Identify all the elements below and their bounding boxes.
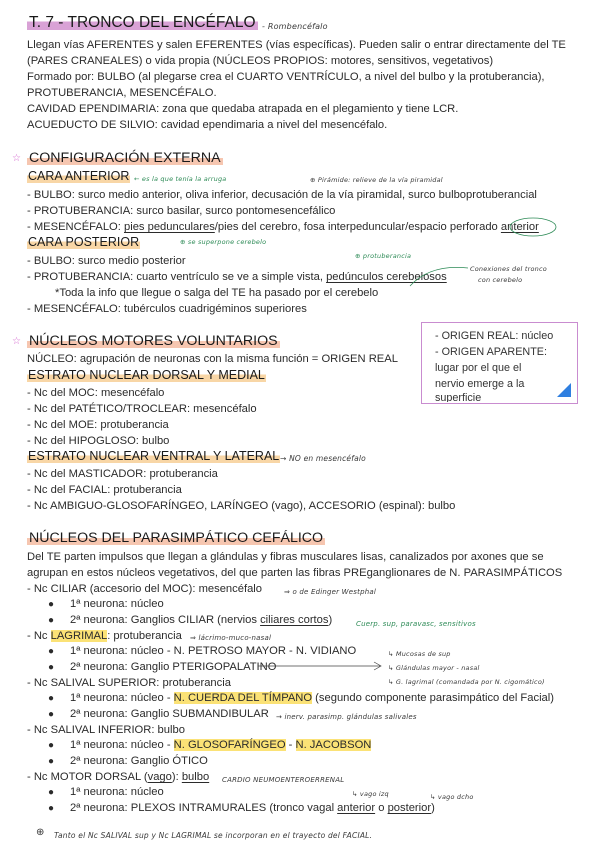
- ciliar-hand: ⇒ o de Edinger Westphal: [284, 588, 377, 596]
- motor-dorsal-n1: 1ª neurona: núcleo: [70, 786, 164, 798]
- star-icon: ☆: [12, 153, 21, 164]
- ciliar-n1: 1ª neurona: núcleo: [70, 598, 164, 610]
- posterior-nota: *Toda la info que llegue o salga del TE ha pasado por el cerebelo: [55, 287, 379, 299]
- salival-inf-n2: 2ª neurona: Ganglio ÓTICO: [70, 755, 208, 767]
- bullet-icon: ●: [48, 599, 55, 610]
- bullet-icon: ●: [48, 646, 55, 657]
- arrow-icon: [256, 660, 386, 672]
- footer-hand-note: Tanto el Nc SALIVAL sup y Nc LAGRIMAL se incorporan en el trayecto del FACIAL.: [54, 831, 373, 840]
- ciliar-n2: 2ª neurona: Ganglios CILIAR (nervios ciliares cortos): [70, 614, 333, 626]
- cara-anterior-heading: CARA ANTERIOR: [28, 169, 130, 183]
- intro-line: Llegan vías AFERENTES y salen EFERENTES (vías específicas). Pueden salir o entrar directamente del TE: [27, 39, 566, 51]
- dorsal-item: - Nc del PATÉTICO/TROCLEAR: mesencéfalo: [27, 403, 257, 415]
- lagrimal-hand-2: ↳ Mucosas de sup: [388, 650, 451, 658]
- bullet-icon: ●: [48, 803, 55, 814]
- cara-posterior-heading: CARA POSTERIOR: [28, 235, 140, 249]
- intro-line: PROTUBERANCIA, MESENCÉFALO.: [27, 87, 217, 99]
- title-hand-note: - Rombencéfalo: [262, 22, 328, 31]
- motor-dorsal-hand: CARDIO NEUMOENTEROERRENAL: [222, 776, 345, 784]
- dorsal-heading: ESTRATO NUCLEAR DORSAL Y MEDIAL: [28, 368, 265, 382]
- bullet-icon: ●: [48, 740, 55, 751]
- intro-line: Formado por: BULBO (al plegarse crea el CUARTO VENTRÍCULO, a nivel del bulbo y la protuberancia),: [27, 71, 545, 83]
- ventral-item: - Nc del MASTICADOR: protuberancia: [27, 468, 218, 480]
- circle-mark-icon: [508, 216, 558, 238]
- page-title: T. 7 - TRONCO DEL ENCÉFALO: [29, 14, 256, 31]
- lagrimal-label: - Nc LAGRIMAL: protuberancia: [27, 630, 182, 642]
- circled-plus-icon: ⊕: [36, 827, 45, 838]
- lagrimal-n1: 1ª neurona: núcleo - N. PETROSO MAYOR - N. VIDIANO: [70, 645, 357, 657]
- anterior-mesencefalo: - MESENCÉFALO: pies pedunculares/pies del cerebro, fosa interpeduncular/espacio perforado anterior: [27, 221, 539, 233]
- anterior-hand-note: ← es la que tenía la arruga: [134, 175, 227, 183]
- note-corner-icon: [557, 383, 571, 397]
- config-heading: CONFIGURACIÓN EXTERNA: [29, 150, 221, 166]
- anterior-bulbo: - BULBO: surco medio anterior, oliva inferior, decusación de la vía piramidal, surco bulboprotuberancial: [27, 189, 537, 201]
- ventral-item: - Nc AMBIGUO-GLOSOFARÍNGEO, LARÍNGEO (vago), ACCESORIO (espinal): bulbo: [27, 500, 456, 512]
- salival-inf-n1: 1ª neurona: núcleo - N. GLOSOFARÍNGEO - N. JACOBSON: [70, 739, 372, 751]
- ciliar-label: - Nc CILIAR (accesorio del MOC): mesencéfalo: [27, 583, 263, 595]
- parasimpatico-heading: NÚCLEOS DEL PARASIMPÁTICO CEFÁLICO: [29, 530, 324, 546]
- parasimpatico-intro: agrupan en estos núcleos vegetativos, del que parten las fibras PREganglionares de N. PARASIMPÁTICOS: [27, 567, 563, 579]
- posterior-hand-note: ⊕ se superpone cerebelo: [180, 238, 267, 246]
- posterior-mesencefalo: - MESENCÉFALO: tubérculos cuadrigéminos superiores: [27, 303, 307, 315]
- bullet-icon: ●: [48, 709, 55, 720]
- bullet-icon: ●: [48, 756, 55, 767]
- lagrimal-n2: 2ª neurona: Ganglio PTERIGOPALATINO: [70, 661, 277, 673]
- ventral-hand-note: → NO en mesencéfalo: [280, 454, 366, 463]
- lagrimal-hand-2: ↳ Glándulas mayor - nasal: [388, 664, 480, 672]
- dorsal-item: - Nc del MOC: mesencéfalo: [27, 387, 165, 399]
- intro-line: CAVIDAD EPENDIMARIA: zona que quedaba atrapada en el plegamiento y tiene LCR.: [27, 103, 459, 115]
- dorsal-item: - Nc del MOE: protuberancia: [27, 419, 169, 431]
- ciliar-hand-2: Cuerp. sup, paravasc, sensitivos: [356, 620, 476, 628]
- anterior-protuberancia: - PROTUBERANCIA: surco basilar, surco pontomesencefálico: [27, 205, 336, 217]
- dorsal-item: - Nc del HIPOGLOSO: bulbo: [27, 435, 170, 447]
- posterior-hand-note-3: Conexiones del tronco: [470, 265, 547, 273]
- posterior-protuberancia: - PROTUBERANCIA: cuarto ventrículo se ve a simple vista, pedúnculos cerebelosos: [27, 271, 447, 283]
- bullet-icon: ●: [48, 787, 55, 798]
- motor-dorsal-label: - Nc MOTOR DORSAL (vago): bulbo: [27, 771, 210, 783]
- motor-dorsal-hand-3: ↳ vago dcho: [430, 793, 474, 801]
- motor-dorsal-hand-2: ↳ vago izq: [352, 790, 389, 798]
- anterior-hand-note-2: ⊕ Pirámide: relieve de la vía piramidal: [310, 176, 443, 184]
- motores-heading: NÚCLEOS MOTORES VOLUNTARIOS: [29, 333, 278, 349]
- motor-dorsal-n2: 2ª neurona: PLEXOS INTRAMURALES (tronco vagal anterior o posterior): [70, 802, 435, 814]
- posterior-hand-note-2: ⊕ protuberancia: [355, 252, 412, 260]
- ventral-heading: ESTRATO NUCLEAR VENTRAL Y LATERAL: [28, 449, 280, 463]
- star-icon: ☆: [12, 336, 21, 347]
- intro-line: (PARES CRANEALES) o vida propia (NÚCLEOS PROPIOS: motores, sensitivos, vegetativos): [27, 55, 494, 67]
- posterior-bulbo: - BULBO: surco medio posterior: [27, 255, 186, 267]
- salival-sup-hand: → inerv. parasimp. glándulas salivales: [276, 713, 417, 721]
- nucleo-def: NÚCLEO: agrupación de neuronas con la misma función = ORIGEN REAL: [27, 353, 398, 365]
- posterior-hand-note-4: con cerebelo: [478, 276, 523, 284]
- bullet-icon: ●: [48, 662, 55, 673]
- salival-sup-n1: 1ª neurona: núcleo - N. CUERDA DEL TÍMPANO (segundo componente parasimpático del Facial): [70, 692, 554, 704]
- parasimpatico-intro: Del TE parten impulsos que llegan a glándulas y fibras musculares lisas, canalizados por axones que se: [27, 551, 544, 563]
- ventral-item: - Nc del FACIAL: protuberancia: [27, 484, 182, 496]
- salival-sup-n2: 2ª neurona: Ganglio SUBMANDIBULAR: [70, 708, 269, 720]
- salival-inf-label: - Nc SALIVAL INFERIOR: bulbo: [27, 724, 185, 736]
- lagrimal-hand: ⇒ lácrimo-muco-nasal: [190, 634, 272, 642]
- bullet-icon: ●: [48, 693, 55, 704]
- bullet-icon: ●: [48, 615, 55, 626]
- lagrimal-hand-2: ↳ G. lagrimal (comandada por N. cigomático): [388, 678, 545, 686]
- arrow-icon: [390, 254, 470, 294]
- salival-sup-label: - Nc SALIVAL SUPERIOR: protuberancia: [27, 677, 231, 689]
- sticky-note[interactable]: - ORIGEN REAL: núcleo - ORIGEN APARENTE: lugar por el que el nervio emerge a la superficie: [421, 322, 578, 404]
- intro-line: ACUEDUCTO DE SILVIO: cavidad ependimaria a nivel del mesencéfalo.: [27, 119, 388, 131]
